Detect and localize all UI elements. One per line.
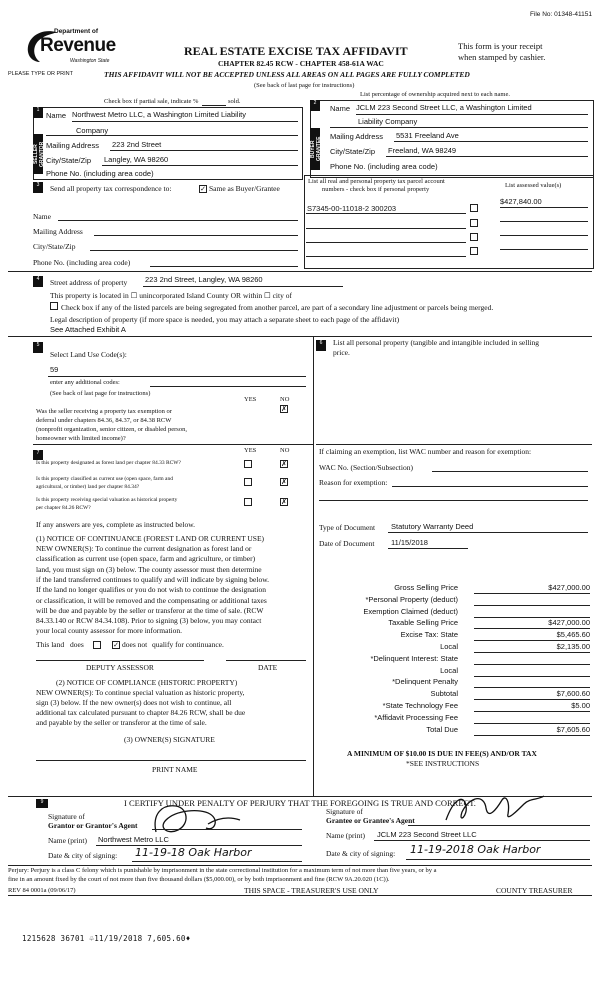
continuance-line: 84.33.140 or RCW 84.34.108). Prior to signing (3) below, you may contact [36, 616, 262, 626]
compliance-line: and payable by the seller or transferor at the time of sale. [36, 718, 207, 727]
rev-number: REV 84 0001a (09/06/17) [8, 887, 76, 894]
does-not-checkbox[interactable]: ✓ [113, 641, 119, 649]
tax-row-label: *Affidavit Processing Fee [374, 712, 458, 722]
grantee-signature [440, 790, 550, 830]
county-treasurer: COUNTY TREASURER [496, 886, 573, 895]
segregated-label [50, 302, 493, 312]
personal-property-label-1: List all personal property (tangible and intangible included in selling [333, 338, 539, 347]
tax-row-value[interactable]: $7,600.60 [556, 689, 590, 699]
seller-name-1[interactable]: Northwest Metro LLC, a Washington Limited Liability [72, 110, 246, 119]
perjury-text-2: fine in an amount fixed by the court of not more than five thousand dollars ($5,000.00), or by both imprisonment and fine (RCW 9A.20.020 (1C)). [8, 876, 390, 883]
logo-dept: Department of [54, 28, 99, 35]
forest-q2-yes[interactable] [244, 478, 252, 486]
seller-city[interactable]: Langley, WA 98260 [104, 155, 169, 164]
seller-mailing[interactable]: 223 2nd Street [112, 140, 162, 149]
parcel-1[interactable]: S7345-00-11018-2 300203 [307, 204, 397, 213]
list-percentage-note: List percentage of ownership acquired next to each name. [360, 91, 510, 98]
parcels-header-2: numbers - check box if personal property [322, 186, 430, 193]
continuance-line: classification as current use (open space, farm and agriculture, or timber) [36, 554, 256, 564]
exemption-q1: Was the seller receiving a property tax exemption or [36, 408, 172, 415]
grantor-name-print[interactable]: Northwest Metro LLC [98, 835, 169, 844]
grantee-name-print[interactable]: JCLM 223 Second Street LLC [377, 830, 477, 839]
section-7-marker: 7 [33, 450, 43, 460]
section-3-marker: 3 [33, 182, 43, 193]
forest-q3-no[interactable]: ✗ [281, 498, 287, 506]
owner-signature-label: (3) OWNER(S) SIGNATURE [124, 735, 215, 744]
deputy-date-label: DATE [258, 663, 278, 672]
section-1-marker: 1 [33, 107, 43, 118]
tax-row-label: Total Due [426, 724, 458, 734]
tax-row-line [474, 605, 590, 606]
tax-row-label: *Personal Property (deduct) [365, 594, 458, 604]
grantee-sig-label-1: Signature of [326, 807, 363, 816]
forest-q1-no[interactable]: ✗ [281, 460, 287, 468]
receipt-stamp: 1215628 36701 ♧11/19/2018 7,605.60♦ [22, 934, 191, 943]
section-2-marker: 2 [310, 100, 320, 111]
logo-state: Washington State [70, 58, 110, 64]
parcel-3-checkbox[interactable] [470, 233, 478, 241]
receipt-note-1: This form is your receipt [458, 41, 543, 51]
qualify-label: qualify for continuance. [152, 640, 224, 649]
section-5-marker: 5 [33, 342, 43, 353]
forest-q1: Is this property designated as forest land per chapter 84.33 RCW? [36, 460, 181, 466]
tax-row-label: Local [440, 642, 458, 651]
please-type: PLEASE TYPE OR PRINT [8, 71, 74, 77]
tax-row-label: *Delinquent Interest: State [370, 653, 458, 663]
tax-row-label: *State Technology Fee [382, 701, 458, 710]
reason-label: Reason for exemption: [319, 478, 388, 487]
same-as-buyer-checkbox[interactable]: ✓ [200, 185, 206, 193]
buyer-mailing[interactable]: 5531 Freeland Ave [396, 131, 459, 140]
tax-row-label: *Delinquent Penalty [392, 677, 458, 687]
doc-date-label: Date of Document [319, 539, 375, 548]
tax-row-value[interactable]: $427,000.00 [548, 583, 590, 592]
section-4-marker: 4 [33, 276, 43, 287]
land-use-label: Select Land Use Code(s): [50, 350, 127, 359]
continuance-line: land, you must sign on (3) below. The county assessor must then determine [36, 564, 262, 574]
doc-type[interactable]: Statutory Warranty Deed [391, 522, 474, 531]
tax-row-value[interactable]: $427,000.00 [548, 618, 590, 628]
grantee-name-print-label: Name (print) [326, 831, 365, 840]
form-subtitle: CHAPTER 82.45 RCW - CHAPTER 458-61A WAC [218, 59, 384, 68]
grantor-sig-label-1: Signature of [48, 812, 85, 821]
this-land-label: This land [36, 640, 65, 649]
property-street[interactable]: 223 2nd Street, Langley, WA 98260 [145, 275, 263, 284]
forest-no-header: NO [280, 447, 290, 454]
tax-row-label: Gross Selling Price [394, 583, 458, 592]
seller-city-label: City/State/Zip [46, 156, 92, 165]
receipt-note-2: when stamped by cashier. [458, 52, 546, 62]
buyer-name-label: Name [330, 104, 351, 113]
location-line: This property is located in ☐ unincorporated Island County OR within ☐ city of [50, 291, 292, 300]
compliance-line: sign (3) below. If the new owner(s) does not wish to continue, all [36, 698, 232, 707]
tax-row-line [474, 735, 590, 736]
exemption-claim-label: If claiming an exemption, list WAC number and reason for exemption: [319, 447, 532, 456]
doc-date[interactable]: 11/15/2018 [391, 538, 428, 547]
buyer-name-1[interactable]: JCLM 223 Second Street LLC, a Washington Limited [356, 103, 532, 112]
form-title: REAL ESTATE EXCISE TAX AFFIDAVIT [184, 44, 408, 58]
forest-q2b: agricultural, or timber) land per chapter 84.34? [36, 484, 140, 490]
dor-logo [22, 26, 132, 74]
seller-tab: SELLER GRANTOR [33, 134, 43, 174]
segregated-checkbox[interactable] [50, 302, 58, 310]
continuance-line: NEW OWNER(S): To continue the current designation as forest land or [36, 544, 252, 553]
section-9-marker: 9 [36, 799, 48, 808]
tax-row-line [474, 664, 590, 665]
forest-q3a: Is this property receiving special valuation as historical property [36, 497, 178, 503]
grantor-signature [148, 800, 248, 840]
continuance-line: will be due and payable by the seller or transferor at the time of sale. (RCW [36, 605, 264, 615]
compliance-title: (2) NOTICE OF COMPLIANCE (HISTORIC PROPERTY) [56, 678, 238, 687]
logo-name: Revenue [40, 35, 116, 56]
forest-yes-header: YES [244, 447, 257, 454]
forest-q2-no[interactable]: ✗ [281, 478, 287, 486]
wac-label: WAC No. (Section/Subsection) [319, 463, 413, 472]
does-not-label: does not [122, 640, 148, 649]
continuance-line: If the land no longer qualifies or you do not wish to continue the designation [36, 585, 266, 595]
grantor-sig-label-2: Grantor or Grantor's Agent [48, 821, 138, 830]
assessed-1[interactable]: $427,840.00 [500, 197, 542, 206]
buyer-mailing-label: Mailing Address [330, 132, 383, 141]
seller-phone-label: Phone No. (including area code) [46, 169, 154, 178]
does-checkbox[interactable] [93, 641, 101, 649]
continuance-line: if the land transferred continues to qualify and will indicate by signing below. [36, 574, 269, 584]
continuance-title: (1) NOTICE OF CONTINUANCE (FOREST LAND OR CURRENT USE) [36, 534, 265, 543]
buyer-name-2[interactable]: Liability Company [358, 117, 418, 126]
parcels-header-1: List all real and personal property tax parcel account [308, 178, 445, 185]
print-name-label: PRINT NAME [152, 765, 198, 774]
additional-codes-label: enter any additional codes: [50, 379, 120, 386]
tax-row-label: Excise Tax: State [400, 630, 458, 640]
buyer-phone-label: Phone No. (including area code) [330, 162, 438, 171]
perjury-text-1: Perjury: Perjury is a class C felony which is punishable by imprisonment in the state correctional institution for a maximum term of not more than five years, or by a [8, 867, 437, 874]
parcel-4-checkbox[interactable] [470, 247, 478, 255]
grantee-date-city-label: Date & city of signing: [326, 849, 396, 858]
forest-q2a: Is this property classified as current use (open space, farm and [36, 476, 173, 482]
tax-row-line [474, 711, 590, 712]
partial-sale-label: Check box if partial sale, indicate % [104, 98, 199, 105]
parcel-1-checkbox[interactable] [470, 204, 478, 212]
buyer-city-label: City/State/Zip [330, 147, 376, 156]
land-use-no-header: NO [280, 396, 290, 403]
tax-row-line [474, 676, 590, 677]
tax-row-label: Local [440, 665, 458, 675]
forest-q1-yes[interactable] [244, 460, 252, 468]
land-use-code[interactable]: 59 [50, 365, 59, 374]
section-6-marker: 6 [316, 340, 326, 351]
file-number: File No: 01348-41151 [529, 11, 592, 18]
compliance-line: additional tax calculated pursuant to chapter 84.26 RCW, shall be due [36, 708, 246, 717]
does-label: does [70, 640, 84, 649]
treasurer-space: THIS SPACE - TREASURER'S USE ONLY [244, 886, 379, 895]
tax-row-value[interactable]: $2,135.00 [556, 642, 590, 651]
doc-type-label: Type of Document [319, 523, 376, 532]
continuance-line: your local county assessor for more information. [36, 626, 183, 636]
buyer-tab: BUYER GRANTEE [310, 128, 320, 170]
forest-q3-yes[interactable] [244, 498, 252, 506]
exemption-no-checkbox[interactable]: ✗ [281, 405, 287, 413]
same-as-buyer-label: Same as Buyer/Grantee [209, 184, 280, 193]
seller-mailing-label: Mailing Address [46, 141, 99, 150]
forest-q3b: per chapter 84.26 RCW? [36, 505, 91, 511]
tax-row-label: Taxable Selling Price [388, 618, 458, 628]
minimum-note: A MINIMUM OF $10.00 IS DUE IN FEE(S) AND/OR TAX [347, 749, 537, 758]
see-instructions: *SEE INSTRUCTIONS [406, 759, 480, 768]
land-use-yes-header: YES [244, 396, 257, 403]
tax-row-value[interactable]: $7,605.60 [556, 724, 590, 734]
corr-mailing-label: Mailing Address [33, 227, 83, 236]
parcel-2-checkbox[interactable] [470, 219, 478, 227]
exemption-q4: homeowner with limited income)? [36, 435, 126, 442]
certify-statement: I CERTIFY UNDER PENALTY OF PERJURY THAT THE FOREGOING IS TRUE AND CORRECT. [124, 798, 476, 808]
tax-row-line [474, 593, 590, 594]
personal-property-label-2: price. [333, 348, 350, 357]
grantor-date-city[interactable]: 11-19-18 Oak Harbor [135, 846, 252, 859]
corr-name-label: Name [33, 212, 51, 221]
corr-city-label: City/State/Zip [33, 242, 76, 251]
tax-row-value[interactable]: $5.00 [571, 701, 590, 710]
grantee-date-city[interactable]: 11-19-2018 Oak Harbor [410, 843, 541, 856]
correspondence-label: Send all property tax correspondence to: [50, 184, 172, 193]
tax-row-value[interactable]: $5,465.60 [556, 630, 590, 640]
grantee-sig-label-2: Grantee or Grantee's Agent [326, 816, 415, 825]
land-use-see-back: (See back of last page for instructions) [50, 390, 151, 397]
grantor-name-print-label: Name (print) [48, 836, 87, 845]
exemption-q2: deferral under chapters 84.36, 84.37, or 84.38 RCW [36, 417, 172, 424]
tax-row-label: Subtotal [430, 689, 458, 699]
warning-text: THIS AFFIDAVIT WILL NOT BE ACCEPTED UNLESS ALL AREAS ON ALL PAGES ARE FULLY COMPLETED [104, 70, 470, 79]
see-back-note: (See back of last page for instructions) [254, 82, 355, 89]
assessed-header: List assessed value(s) [505, 182, 562, 189]
seller-name-label: Name [46, 111, 67, 120]
sold-label: sold. [228, 98, 241, 105]
tax-row-line [474, 652, 590, 653]
deputy-assessor-label: DEPUTY ASSESSOR [86, 663, 154, 672]
seller-name-2[interactable]: Company [76, 126, 109, 135]
legal-label: Legal description of property (if more space is needed, you may attach a separate sheet to each page of the affidavit) [50, 315, 400, 324]
compliance-line: NEW OWNER(S): To continue special valuation as historic property, [36, 688, 245, 697]
grantor-date-city-label: Date & city of signing: [48, 851, 118, 860]
exemption-q3: (nonprofit organization, senior citizen, or disabled person, [36, 426, 187, 433]
buyer-city[interactable]: Freeland, WA 98249 [388, 146, 457, 155]
segregated-text: Check box if any of the listed parcels are being segregated from another parcel, are part of a secondary line adjustment or parcels being merged. [61, 303, 494, 312]
legal-description[interactable]: See Attached Exhibit A [50, 325, 126, 334]
tax-row-label: Exemption Claimed (deduct) [363, 606, 458, 616]
street-label: Street address of property [50, 278, 128, 287]
any-yes-note: If any answers are yes, complete as instructed below. [36, 520, 196, 529]
continuance-line: or classification, it will be removed and the compensating or additional taxes [36, 595, 267, 605]
corr-phone-label: Phone No. (including area code) [33, 258, 131, 267]
